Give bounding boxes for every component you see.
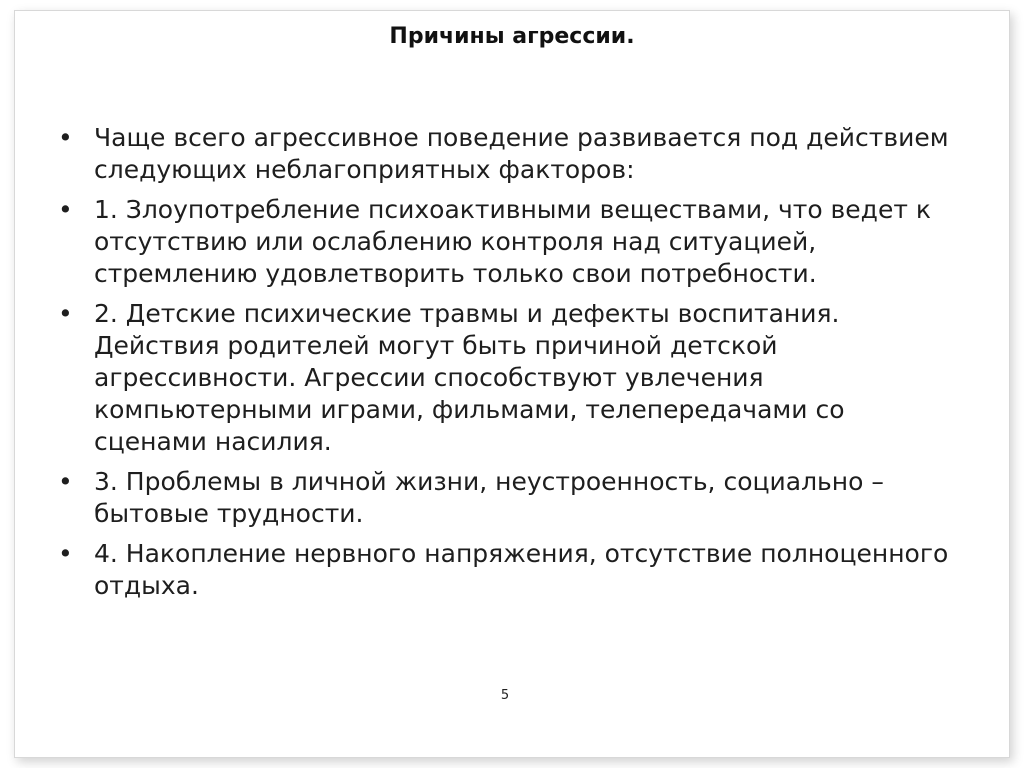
bullet-item-intro (58, 122, 958, 186)
bullet-list (58, 122, 958, 610)
bullet-text: 1. Злоупотребление психоактивными веществами, что ведет к отсутствию или ослаблению контроля над ситуацией, стремлению удовлетворить только свои потребности. (94, 195, 931, 288)
page-number: 5 (500, 688, 510, 703)
bullet-text: 3. Проблемы в личной жизни, неустроенность, социально – бытовые трудности. (94, 467, 884, 528)
bullet-item-4 (58, 538, 958, 602)
bullet-text: 4. Накопление нервного напряжения, отсутствие полноценного отдыха. (94, 539, 949, 600)
bullet-item-2 (58, 298, 958, 458)
bullet-marker-icon: • (58, 123, 73, 152)
bullet-item-1 (58, 194, 958, 290)
bullet-item-3 (58, 466, 958, 530)
bullet-text: Чаще всего агрессивное поведение развивается под действием следующих неблагоприятных факторов: (94, 123, 949, 184)
bullet-marker-icon: • (58, 195, 73, 224)
bullet-marker-icon: • (58, 539, 73, 568)
bullet-marker-icon: • (58, 467, 73, 496)
slide-title: Причины агрессии. (389, 24, 635, 49)
bullet-marker-icon: • (58, 299, 73, 328)
bullet-text: 2. Детские психические травмы и дефекты воспитания. Действия родителей могут быть причиной детской агрессивности. Агрессии способствуют увлечения компьютерными играми, фильмами, телепередачами со сценами насилия. (94, 299, 845, 456)
